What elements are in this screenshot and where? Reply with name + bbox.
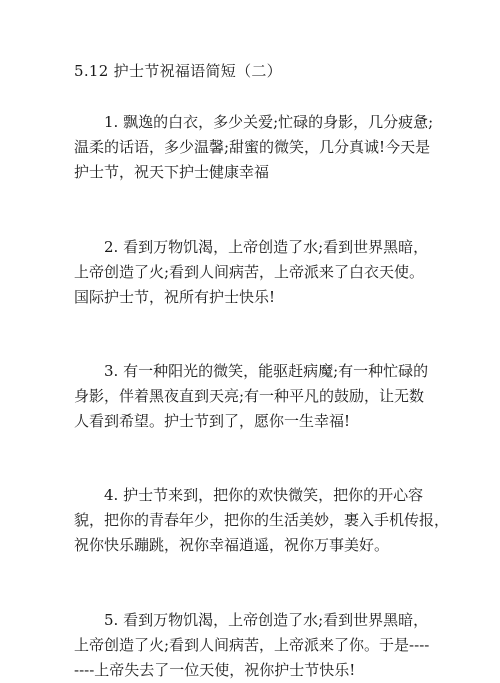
paragraph-line: 1. 飘逸的白衣，多少关爱;忙碌的身影，几分疲惫;	[104, 113, 434, 131]
paragraph-4	[74, 483, 450, 558]
paragraph-3	[74, 359, 434, 434]
paragraph-line: ----上帝失去了一位天使，祝你护士节快乐!	[74, 661, 356, 679]
paragraph-2	[74, 235, 434, 310]
paragraph-line: 上帝创造了火;看到人间病苦，上帝派来了你。于是----	[74, 636, 430, 654]
paragraph-1	[74, 110, 434, 185]
paragraph-line: 2. 看到万物饥渴，上帝创造了水;看到世界黑暗，	[104, 238, 429, 256]
paragraph-line: 身影，伴着黑夜直到天亮;有一种平凡的鼓励，让无数	[74, 387, 425, 405]
paragraph-line: 国际护士节，祝所有护士快乐!	[74, 288, 276, 306]
paragraph-line: 祝你快乐蹦跳，祝你幸福逍遥，祝你万事美好。	[74, 536, 390, 554]
paragraph-line: 貌，把你的青春年少，把你的生活美妙，裹入手机传报，	[74, 511, 450, 529]
paragraph-line: 护士节，祝天下护士健康幸福	[74, 163, 270, 181]
paragraph-line: 5. 看到万物饥渴，上帝创造了水;看到世界黑暗，	[104, 611, 429, 629]
paragraph-line: 上帝创造了火;看到人间病苦，上帝派来了白衣天使。	[74, 263, 425, 281]
paragraph-line: 温柔的话语，多少温馨;甜蜜的微笑，几分真诚!今天是	[74, 138, 431, 156]
paragraph-line: 人看到希望。护士节到了，愿你一生幸福!	[74, 412, 351, 430]
document-title: 5.12 护士节祝福语简短（二）	[74, 62, 282, 80]
paragraph-line: 3. 有一种阳光的微笑，能驱赶病魔;有一种忙碌的	[104, 362, 429, 380]
paragraph-line: 4. 护士节来到，把你的欢快微笑，把你的开心容	[104, 486, 424, 504]
paragraph-5	[74, 608, 434, 683]
